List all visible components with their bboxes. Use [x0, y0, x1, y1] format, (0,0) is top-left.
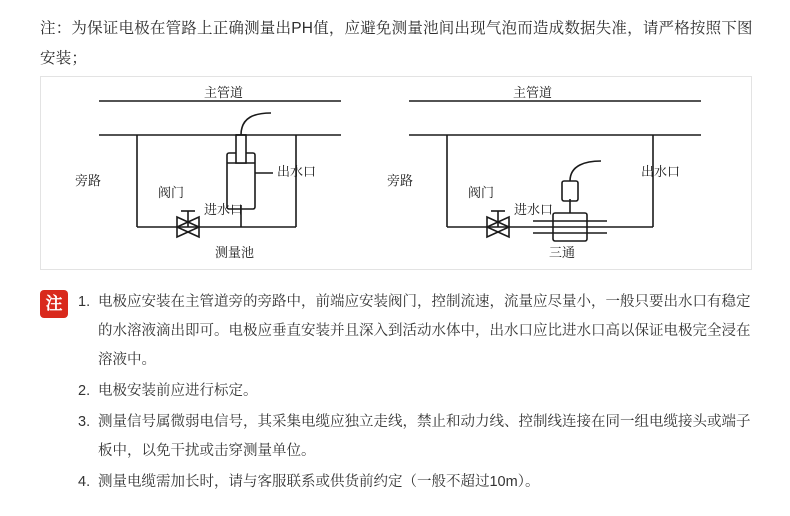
label-vessel-left: 测量池 — [215, 245, 255, 260]
notes-list — [78, 288, 756, 499]
label-bypass-left: 旁路 — [75, 173, 102, 188]
top-note-paragraph: 注：为保证电极在管路上正确测量出PH值，应避免测量池间出现气泡而造成数据失准，请严格按照下图安装； — [40, 20, 753, 67]
installation-diagram-panel — [40, 76, 752, 270]
note-number: 3. — [78, 414, 91, 430]
label-valve-right: 阀门 — [468, 185, 495, 200]
label-bypass-right: 旁路 — [387, 173, 414, 188]
list-item — [78, 288, 756, 375]
note-badge: 注 — [40, 290, 68, 318]
label-outlet-left: 出水口 — [277, 164, 317, 179]
label-tee-right: 三通 — [549, 245, 576, 260]
note-text: 电极应安装在主管道旁的旁路中，前端应安装阀门，控制流速，流量应尽量小，一般只要出水口有稳定的水溶液滴出即可。电极应垂直安装并且深入到活动水体中，出水口应比进水口高以保证电极完全浸在溶液中。 — [98, 294, 751, 368]
note-text: 测量信号属微弱电信号，其采集电缆应独立走线，禁止和动力线、控制线连接在同一组电缆接头或端子板中，以免干扰或击穿测量单位。 — [98, 414, 751, 459]
note-number: 4. — [78, 474, 91, 490]
label-outlet-right: 出水口 — [641, 164, 681, 179]
list-item — [78, 468, 756, 497]
note-number: 1. — [78, 294, 91, 310]
label-valve-left: 阀门 — [158, 185, 185, 200]
list-item — [78, 408, 756, 466]
installation-diagram-svg — [41, 77, 751, 269]
note-text: 电极安装前应进行标定。 — [98, 383, 258, 399]
note-number: 2. — [78, 383, 91, 399]
label-main-pipe-right: 主管道 — [513, 85, 553, 100]
label-main-pipe-left: 主管道 — [204, 85, 244, 100]
label-inlet-left: 进水口 — [204, 202, 244, 217]
label-inlet-right: 进水口 — [514, 202, 554, 217]
note-text: 测量电缆需加长时，请与客服联系或供货前约定（一般不超过10m）。 — [98, 474, 540, 490]
list-item — [78, 377, 756, 406]
